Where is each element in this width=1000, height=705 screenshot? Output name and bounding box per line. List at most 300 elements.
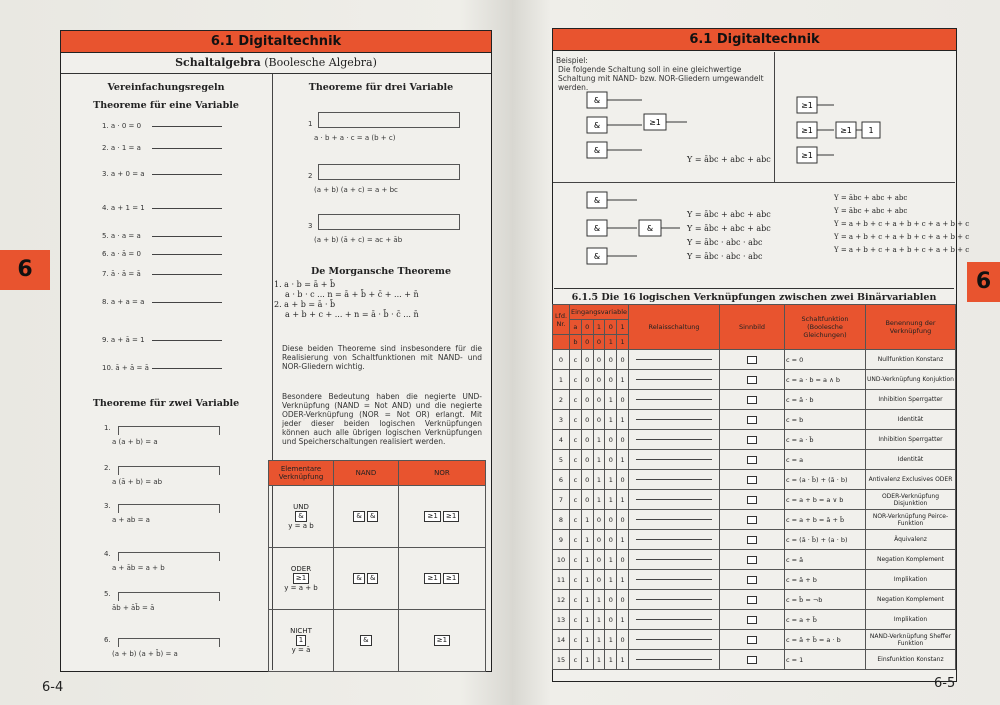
relay-circuit [629,470,720,490]
name-cell: Negation Komplement [866,590,956,610]
relay-circuit [629,430,720,450]
row-number: 8 [553,510,570,530]
table-row [553,530,956,550]
nand-gate-label: & [593,224,601,233]
three-var-number: 1 [308,120,313,128]
bit-cell: c [570,510,582,530]
two-var-number: 6. [104,636,111,644]
demorgan-2a: 2. a + b = ā · b̄ [274,300,336,309]
contact-sketch [152,126,222,127]
bit-cell: 0 [617,510,629,530]
bit-cell: c [570,350,582,370]
and-gate-label: & [593,146,601,155]
right-page-number: 6-5 [934,676,956,691]
bit-cell: 1 [605,410,617,430]
bit-cell: 1 [617,410,629,430]
th-input-a: 0 [605,320,617,335]
example-text: Die folgende Schaltung soll in eine gleichwertige Schaltung mit NAND- bzw. NOR-Gliedern umgewandelt werden. [558,65,764,92]
nn-row-und [269,486,334,548]
bit-cell: c [570,530,582,550]
relay-circuit [629,630,720,650]
symbol-cell [720,370,785,390]
bit-cell: c [570,490,582,510]
two-var-rule: a (ā + b) = ab [112,478,163,486]
bit-cell: 1 [605,650,617,670]
bit-cell: 1 [617,570,629,590]
th-name: Benennung der Verknüpfung [866,305,956,350]
function-cell: c = b̄ = ¬b [785,590,866,610]
nn-row-expr: y = a + b [284,584,318,592]
symbol-cell [720,590,785,610]
bit-cell: 1 [605,550,617,570]
nn-row-name: UND [293,503,309,511]
th-input-b: 0 [593,335,605,350]
contact-sketch [118,426,220,435]
nor-gate-label: ≥1 [801,151,813,160]
bit-cell: 1 [581,570,593,590]
gate-nor-icon: ≥1 [434,635,450,646]
nn-header-nor: NOR [398,461,485,486]
one-var-rule: 7. ā · ā = ā [102,270,141,278]
nand-nor-table [268,460,486,672]
demorgan-1b: a · b · c ... n = ā + b̄ + c̄ + ... + n̄ [285,290,419,299]
contact-sketch [118,466,220,475]
function-cell: c = b [785,410,866,430]
bit-cell: 1 [617,610,629,630]
demorgan-title: De Morgansche Theoreme [310,266,452,277]
bit-cell: 0 [605,450,617,470]
relay-circuit [629,370,720,390]
and-gate-label: & [593,96,601,105]
row-number: 13 [553,610,570,630]
contact-sketch [318,214,460,230]
symbol-cell [720,550,785,570]
left-header-bar: 6.1 Digitaltechnik [60,30,492,54]
one-var-rule: 6. a · ā = 0 [102,250,141,258]
nn-row-name: ODER [290,565,312,573]
contact-sketch [152,274,222,275]
contact-sketch [152,340,222,341]
function-cell: c = (a · b̄) + (ā · b) [785,470,866,490]
nand-gate-label: & [593,196,601,205]
table-title: 6.1.5 Die 16 logischen Verknüpfungen zwischen zwei Binärvariablen [554,288,954,303]
th-symbol: Sinnbild [720,305,785,350]
bit-cell: 0 [617,590,629,610]
bit-cell: 0 [605,430,617,450]
name-cell: Identität [866,410,956,430]
eq-nor-line: Y = a + b + c + a + b + c + a + b + c [834,220,970,228]
nn-header-elementary: Elementare Verknüpfung [269,461,334,486]
row-number: 14 [553,630,570,650]
function-cell: c = 0 [785,350,866,370]
table-row [553,410,956,430]
nn-row-expr: y = a b [288,522,314,530]
bit-cell: 0 [593,570,605,590]
table-row [553,350,956,370]
relay-circuit [629,590,720,610]
relay-circuit [629,450,720,470]
gate-nand-icon: & [367,573,378,584]
bit-cell: 0 [605,510,617,530]
th-input-b: 1 [617,335,629,350]
bit-cell: c [570,470,582,490]
gate-and-icon: & [270,511,332,522]
two-var-rule: a (a + b) = a [112,438,158,446]
row-number: 0 [553,350,570,370]
bit-cell: 1 [581,630,593,650]
eq-nor-line: Y = a + b + c + a + b + c + a + b + c [834,246,970,254]
bit-cell: 1 [605,630,617,650]
bit-cell: c [570,590,582,610]
th-input-b: 0 [581,335,593,350]
th-input-a: a [570,320,582,335]
bit-cell: 0 [617,630,629,650]
nand-gate-label: & [593,252,601,261]
function-cell: c = ā + b̄ = a · b [785,630,866,650]
row-number: 11 [553,570,570,590]
table-row [553,490,956,510]
bit-cell: 1 [581,590,593,610]
th-nr-sub [553,335,570,350]
relay-circuit [629,550,720,570]
relay-circuit [629,530,720,550]
bit-cell: 0 [605,530,617,550]
bit-cell: 1 [581,550,593,570]
bit-cell: 0 [593,410,605,430]
table-row [553,610,956,630]
left-chapter-tab[interactable]: 6 [0,250,50,290]
bit-cell: 0 [581,370,593,390]
eq-nand-line: Y = ābc + abc + abc [687,224,771,233]
right-header-bar: 6.1 Digitaltechnik [552,28,957,52]
one-var-rule: 1. a · 0 = 0 [102,122,142,130]
nand-gate-label: & [646,224,654,233]
three-var-rule: (a + b) (a + c) = a + bc [314,186,398,194]
function-cell: c = a · b = a ∧ b [785,370,866,390]
bit-cell: 1 [593,470,605,490]
bit-cell: 1 [593,430,605,450]
one-var-rule: 4. a + 1 = 1 [102,204,145,212]
subheader-bold: Schaltalgebra [175,56,261,69]
two-var-rule: (a + b) (a + b̄) = a [112,650,178,658]
one-var-rule: 8. a + a = a [102,298,145,306]
logic-ops-table [552,304,956,670]
bit-cell: 0 [581,410,593,430]
table-row [553,650,956,670]
two-var-rule: a + ab = a [112,516,150,524]
table-row [553,510,956,530]
table-row [553,450,956,470]
th-inputs: Eingangsvariable [570,305,629,320]
contact-sketch [118,552,220,561]
gate-nand-icon: & [353,511,364,522]
bit-cell: 0 [617,390,629,410]
table-row [553,470,956,490]
bit-cell: 1 [605,470,617,490]
function-cell: c = (ā · b̄) + (a · b) [785,530,866,550]
one-var-rule: 10. ā + ā = ā [102,364,149,372]
function-cell: c = ā + b [785,570,866,590]
bit-cell: c [570,550,582,570]
gate-or-icon: ≥1 [270,573,332,584]
table-row [553,570,956,590]
bit-cell: 0 [581,390,593,410]
name-cell: Nullfunktion Konstanz [866,350,956,370]
bit-cell: 0 [605,350,617,370]
symbol-cell [720,410,785,430]
nn-row-oder [269,548,334,610]
two-var-number: 4. [104,550,111,558]
bit-cell: 0 [593,370,605,390]
contact-sketch [152,174,222,175]
bit-cell: 0 [605,370,617,390]
row-number: 3 [553,410,570,430]
table-row [553,630,956,650]
relay-circuit [629,650,720,670]
th-input-b: b [570,335,582,350]
bit-cell: c [570,610,582,630]
table-row [553,590,956,610]
bit-cell: 0 [581,430,593,450]
two-var-number: 1. [104,424,111,432]
bit-cell: 1 [617,370,629,390]
name-cell: NOR-Verknüpfung Peirce-Funktion [866,510,956,530]
nor-gate-label: ≥1 [801,101,813,110]
relay-circuit [629,510,720,530]
bit-cell: 0 [581,490,593,510]
two-var-number: 5. [104,590,111,598]
bit-cell: 1 [593,490,605,510]
one-var-rule: 2. a · 1 = a [102,144,141,152]
two-var-rule: a + āb = a + b [112,564,165,572]
gate-nor-icon: ≥1 [443,573,459,584]
relay-circuit [629,570,720,590]
not-gate-label: 1 [868,126,874,135]
th-input-b: 1 [605,335,617,350]
bit-cell: 0 [581,470,593,490]
th-nr: Lfd. Nr. [553,305,570,335]
gate-not-icon: 1 [270,635,332,646]
eq-nor-line: Y = ābc + abc + abc [834,194,908,202]
symbol-cell [720,530,785,550]
th-input-a: 1 [593,320,605,335]
name-cell: Äquivalenz [866,530,956,550]
nn-oder-nand-circuit [334,548,399,610]
bit-cell: c [570,410,582,430]
name-cell: Einsfunktion Konstanz [866,650,956,670]
example-label: Beispiel: [556,56,588,65]
eq-main: Y = ābc + abc + abc [687,155,771,164]
bit-cell: 0 [593,550,605,570]
bit-cell: 1 [617,650,629,670]
one-var-rule: 3. a + 0 = a [102,170,145,178]
bit-cell: c [570,430,582,450]
row-number: 1 [553,370,570,390]
three-var-number: 3 [308,222,313,230]
eq-nor-line: Y = a + b + c + a + b + c + a + b + c [834,233,970,241]
relay-circuit [629,610,720,630]
nn-row-nicht [269,610,334,672]
contact-sketch [118,504,220,513]
contact-sketch [318,112,460,128]
name-cell: UND-Verknüpfung Konjuktion [866,370,956,390]
gate-nor-icon: ≥1 [424,573,440,584]
bit-cell: 1 [581,650,593,670]
symbol-cell [720,610,785,630]
nn-und-nor-circuit [398,486,485,548]
contact-sketch [118,592,220,601]
three-var-number: 2 [308,172,313,180]
name-cell: Identität [866,450,956,470]
subheader-rest: (Boolesche Algebra) [264,56,377,69]
left-subheader [61,53,491,74]
demorgan-1a: 1. a · b = ā + b̄ [274,280,336,289]
gate-nor-icon: ≥1 [443,511,459,522]
bit-cell: 0 [593,350,605,370]
bit-cell: 1 [617,490,629,510]
bit-cell: 0 [593,530,605,550]
bit-cell: 1 [593,630,605,650]
two-var-number: 2. [104,464,111,472]
row-number: 10 [553,550,570,570]
bit-cell: 1 [605,570,617,590]
contact-sketch [152,254,222,255]
right-chapter-tab[interactable]: 6 [967,262,1000,302]
eq-nand-line: Y = ābc + abc + abc [687,210,771,219]
nn-nicht-nand-circuit [334,610,399,672]
contact-sketch [152,302,222,303]
contact-sketch [152,148,222,149]
name-cell: NAND-Verknüpfung Sheffer Funktion [866,630,956,650]
gate-nor-icon: ≥1 [424,511,440,522]
bit-cell: 1 [605,490,617,510]
row-number: 5 [553,450,570,470]
bit-cell: 0 [617,430,629,450]
bit-cell: 1 [593,590,605,610]
two-var-number: 3. [104,502,111,510]
function-cell: c = 1 [785,650,866,670]
nn-und-nand-circuit [334,486,399,548]
th-function: Schaltfunktion (Boolesche Gleichungen) [785,305,866,350]
row-number: 2 [553,390,570,410]
bit-cell: 0 [593,390,605,410]
nor-gate-label: ≥1 [840,126,852,135]
gate-nand-icon: & [360,635,371,646]
bit-cell: 0 [617,470,629,490]
bit-cell: c [570,450,582,470]
and-gate-label: & [593,121,601,130]
bit-cell: 1 [593,650,605,670]
bit-cell: 0 [617,550,629,570]
function-cell: c = a + b = ā + b̄ [785,510,866,530]
one-var-title: Theoreme für eine Variable [93,100,239,111]
symbol-cell [720,630,785,650]
two-var-rule: āb + āb̄ = ā [112,604,155,612]
three-var-rule: a · b + a · c = a (b + c) [314,134,396,142]
left-page-number: 6-4 [42,680,64,695]
bit-cell: 0 [617,350,629,370]
table-row [553,430,956,450]
gate-nand-icon: & [367,511,378,522]
nn-row-name: NICHT [290,627,312,635]
name-cell: Implikation [866,570,956,590]
bit-cell: c [570,570,582,590]
eq-nor-line: Y = ābc + abc + abc [834,207,908,215]
contact-sketch [152,236,222,237]
bit-cell: 1 [605,390,617,410]
paragraph-1: Diese beiden Theoreme sind insbesondere für die Realisierung von Schaltfunktionen mit NAND- und NOR-Gliedern wichtig. [282,344,482,371]
name-cell: Negation Komplement [866,550,956,570]
bit-cell: c [570,650,582,670]
bit-cell: 1 [593,610,605,630]
relay-circuit [629,350,720,370]
function-cell: c = a + b̄ [785,610,866,630]
contact-sketch [152,368,222,369]
symbol-cell [720,450,785,470]
bit-cell: c [570,370,582,390]
row-number: 15 [553,650,570,670]
row-number: 4 [553,430,570,450]
function-cell: c = ā · b [785,390,866,410]
bit-cell: 0 [605,610,617,630]
bit-cell: c [570,390,582,410]
contact-sketch [152,208,222,209]
bit-cell: 1 [581,610,593,630]
demorgan-2b: a + b + c + ... + n = ā · b̄ · c̄ ... n̄ [285,310,419,319]
bit-cell: c [570,630,582,650]
symbol-cell [720,390,785,410]
function-cell: c = ā [785,550,866,570]
th-relay: Relaisschaltung [629,305,720,350]
nn-nicht-nor-circuit [398,610,485,672]
table-row [553,390,956,410]
eq-nand-line: Y = ābc · abc · abc [687,238,763,247]
paragraph-2: Besondere Bedeutung haben die negierte UND-Verknüpfung (NAND = Not AND) und die negierte ODER-Verknüpfung (NOR = Not OR) erlangt. Mit jeder dieser beiden logischen Verknüpfungen können auch alle übrigen logischen Verknüpfungen und Speicherschaltungen realisiert werden. [282,392,482,446]
nn-row-expr: y = ā [291,646,311,654]
bit-cell: 1 [593,450,605,470]
bit-cell: 1 [581,510,593,530]
function-cell: c = a [785,450,866,470]
gate-nand-icon: & [353,573,364,584]
symbol-cell [720,470,785,490]
name-cell: Implikation [866,610,956,630]
name-cell: Antivalenz Exclusives ODER [866,470,956,490]
bit-cell: 0 [593,510,605,530]
name-cell: ODER-Verknüpfung Disjunktion [866,490,956,510]
table-row [553,550,956,570]
bit-cell: 0 [605,590,617,610]
function-cell: c = a + b = a ∨ b [785,490,866,510]
symbol-cell [720,430,785,450]
nn-header-nand: NAND [334,461,399,486]
two-var-title: Theoreme für zwei Variable [92,398,240,409]
symbol-cell [720,350,785,370]
relay-circuit [629,490,720,510]
th-input-a: 0 [581,320,593,335]
bit-cell: 0 [581,450,593,470]
nn-oder-nor-circuit [398,548,485,610]
relay-circuit [629,410,720,430]
symbol-cell [720,650,785,670]
bit-cell: 1 [617,530,629,550]
name-cell: Inhibition Sperrgatter [866,430,956,450]
table-row [553,370,956,390]
right-page [512,0,1000,705]
symbol-cell [720,570,785,590]
symbol-cell [720,490,785,510]
function-cell: c = a · b̄ [785,430,866,450]
row-number: 7 [553,490,570,510]
